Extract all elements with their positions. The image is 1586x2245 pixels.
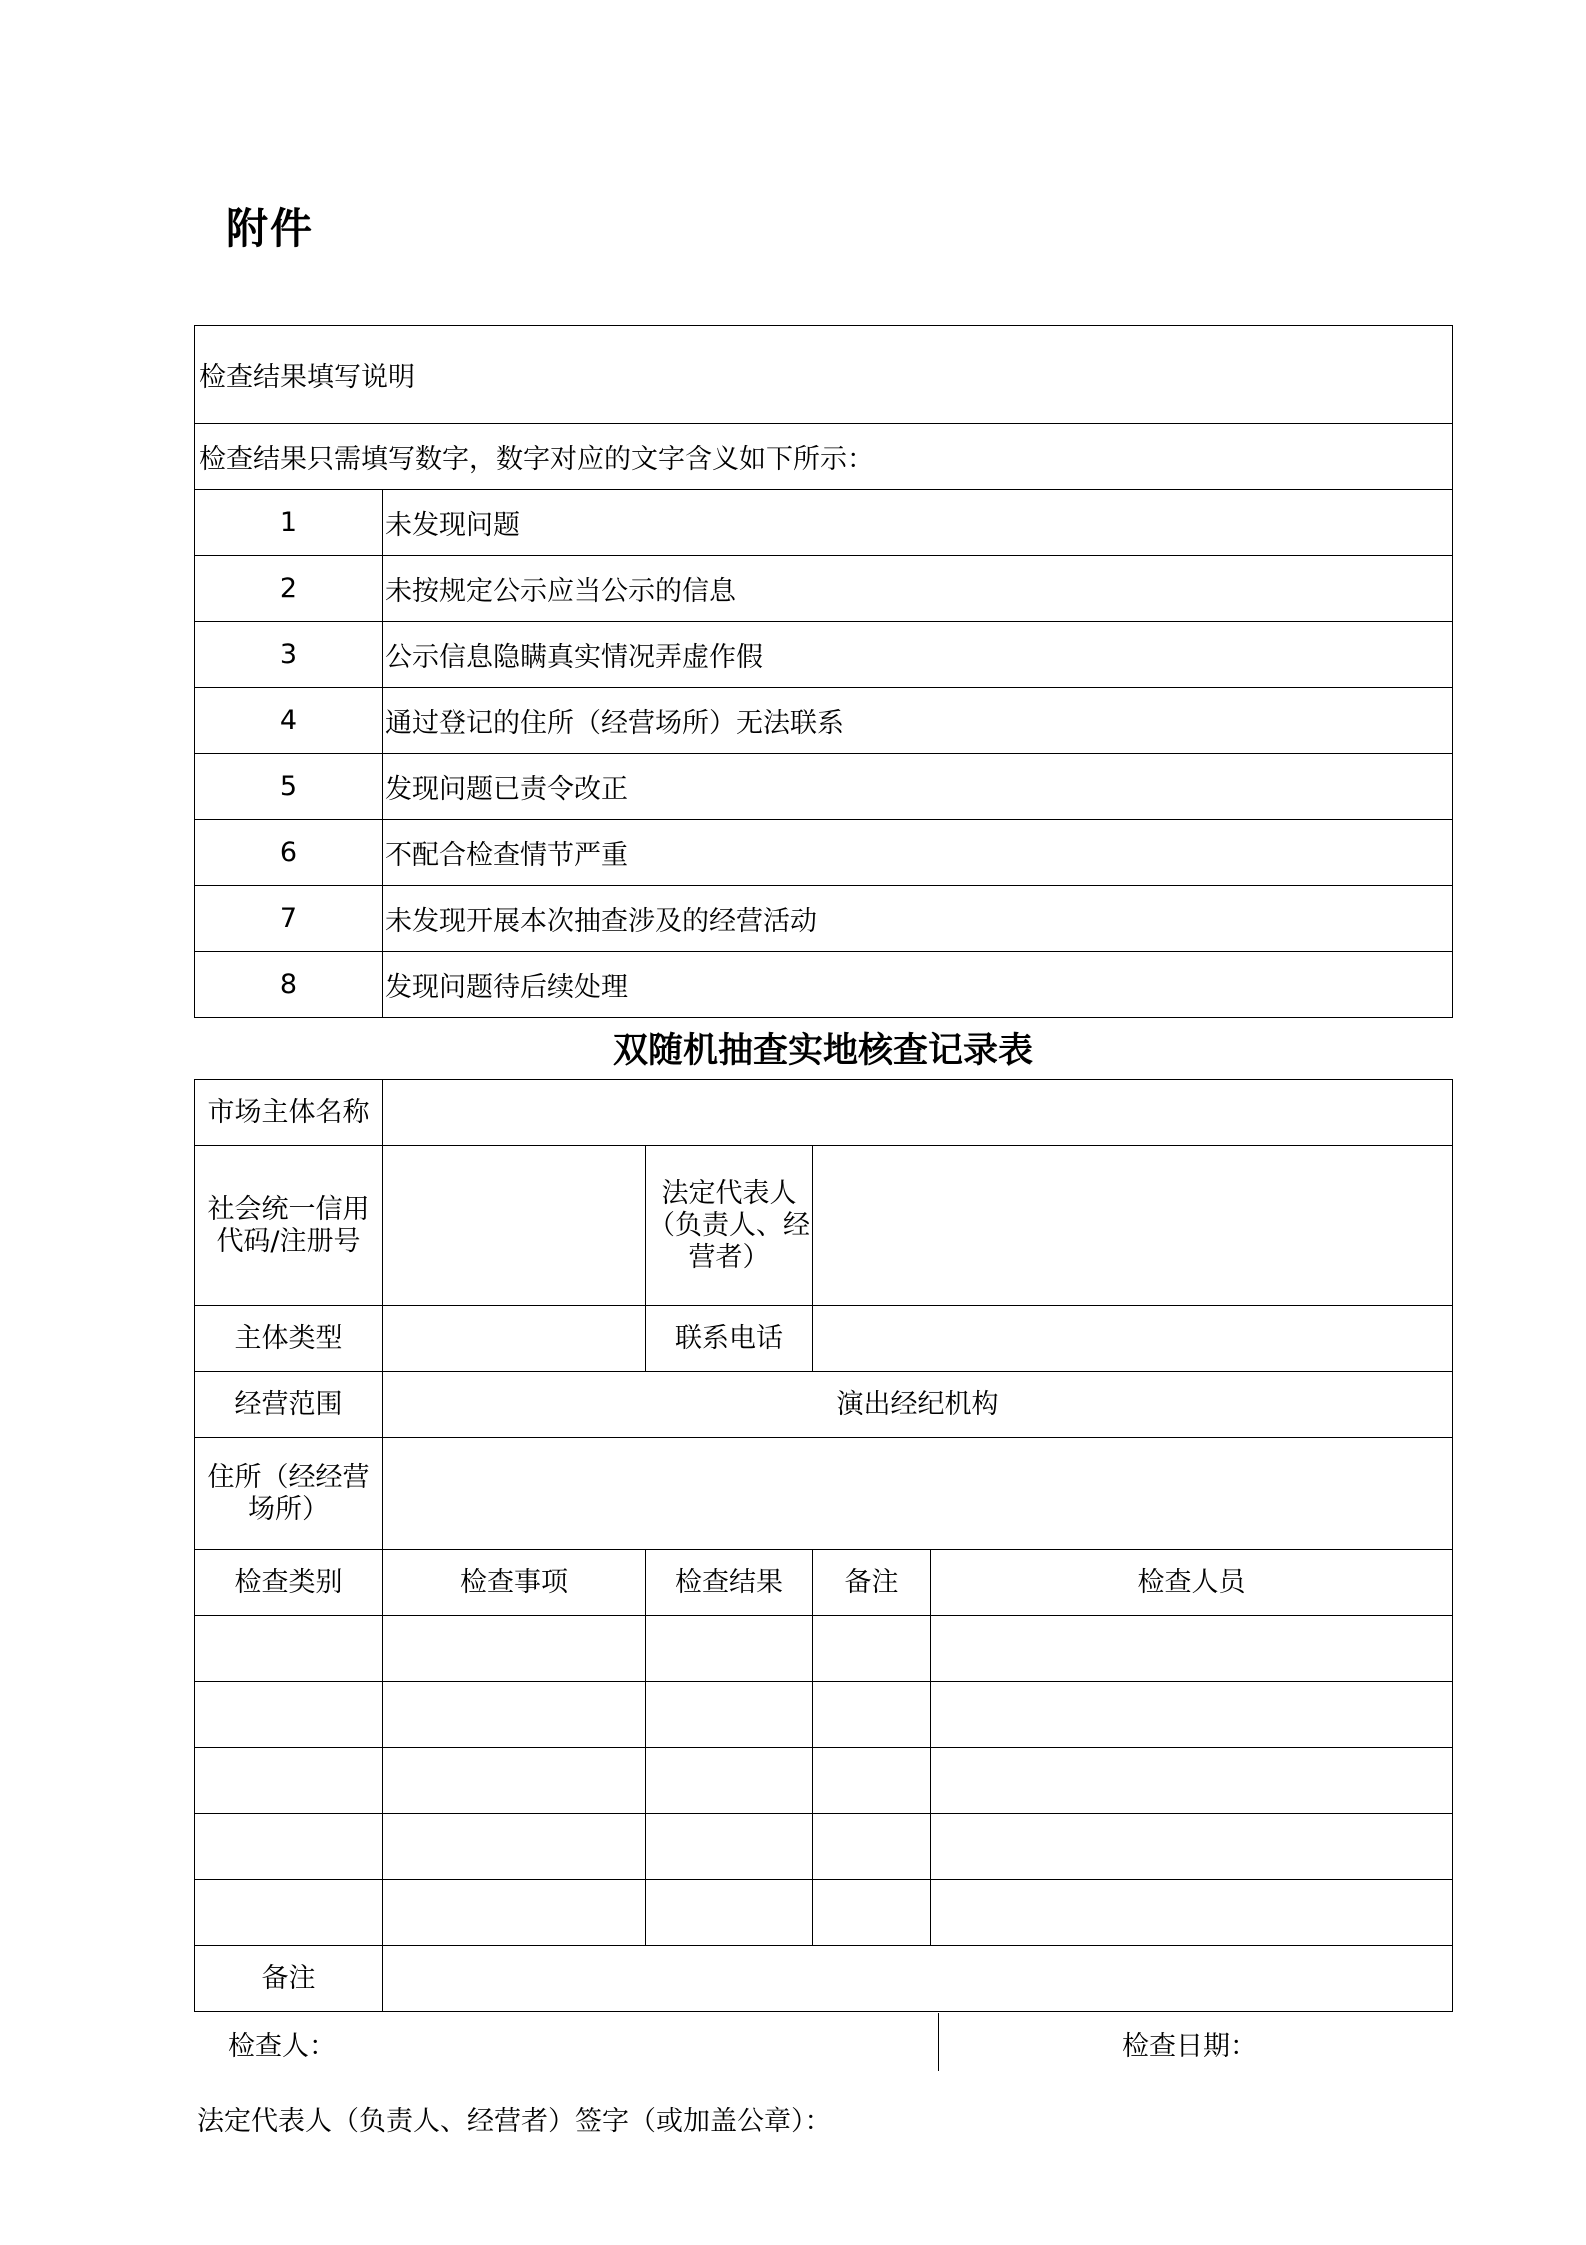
- item-cell[interactable]: [383, 1748, 646, 1814]
- legend-number: 1: [195, 490, 383, 556]
- item-cell[interactable]: [383, 1880, 646, 1946]
- legend-text: 不配合检查情节严重: [383, 820, 1453, 886]
- scope-label: 经营范围: [195, 1372, 383, 1438]
- form-title: 双随机抽查实地核查记录表: [612, 1030, 1033, 1071]
- credit-code-field[interactable]: [383, 1146, 646, 1306]
- legend-number: 3: [195, 622, 383, 688]
- legend-text: 发现问题待后续处理: [383, 952, 1453, 1018]
- legend-text: 发现问题已责令改正: [383, 754, 1453, 820]
- inspector-cell[interactable]: [931, 1814, 1453, 1880]
- category-cell[interactable]: [195, 1682, 383, 1748]
- footer-divider: [938, 2013, 939, 2071]
- col-category: 检查类别: [195, 1550, 383, 1616]
- note-cell[interactable]: [813, 1682, 931, 1748]
- col-item: 检查事项: [383, 1550, 646, 1616]
- legend-text: 未发现问题: [383, 490, 1453, 556]
- inspector-cell[interactable]: [931, 1616, 1453, 1682]
- address-label: 住所（经经营场所）: [195, 1438, 383, 1550]
- entity-type-label: 主体类型: [195, 1306, 383, 1372]
- table-row: [195, 1616, 1453, 1682]
- inspector-cell[interactable]: [931, 1682, 1453, 1748]
- remarks-field[interactable]: [383, 1946, 1453, 2012]
- legend-text: 公示信息隐瞒真实情况弄虚作假: [383, 622, 1453, 688]
- legend-number: 6: [195, 820, 383, 886]
- result-cell[interactable]: [646, 1814, 813, 1880]
- legend-row: [195, 556, 1453, 622]
- legend-heading: 检查结果填写说明: [195, 326, 1453, 424]
- category-cell[interactable]: [195, 1880, 383, 1946]
- entity-name-field[interactable]: [383, 1080, 1453, 1146]
- scope-value: 演出经纪机构: [383, 1372, 1453, 1438]
- entity-name-label: 市场主体名称: [195, 1080, 383, 1146]
- legend-row: [195, 490, 1453, 556]
- category-cell[interactable]: [195, 1814, 383, 1880]
- record-table: [194, 1079, 1453, 2012]
- legend-text: 未发现开展本次抽查涉及的经营活动: [383, 886, 1453, 952]
- table-row: [195, 1748, 1453, 1814]
- address-field[interactable]: [383, 1438, 1453, 1550]
- legal-rep-field[interactable]: [813, 1146, 1453, 1306]
- legend-row: [195, 754, 1453, 820]
- entity-type-field[interactable]: [383, 1306, 646, 1372]
- inspector-cell[interactable]: [931, 1880, 1453, 1946]
- phone-label: 联系电话: [646, 1306, 813, 1372]
- legal-rep-label: 法定代表人（负责人、经营者）: [646, 1146, 813, 1306]
- result-cell[interactable]: [646, 1880, 813, 1946]
- legend-text: 通过登记的住所（经营场所）无法联系: [383, 688, 1453, 754]
- col-note: 备注: [813, 1550, 931, 1616]
- note-cell[interactable]: [813, 1616, 931, 1682]
- signature-label: 法定代表人（负责人、经营者）签字（或加盖公章）：: [197, 2106, 832, 2137]
- legend-number: 2: [195, 556, 383, 622]
- item-cell[interactable]: [383, 1616, 646, 1682]
- note-cell[interactable]: [813, 1814, 931, 1880]
- legend-row: [195, 820, 1453, 886]
- legend-row: [195, 952, 1453, 1018]
- legend-intro: 检查结果只需填写数字，数字对应的文字含义如下所示：: [195, 424, 1453, 490]
- category-cell[interactable]: [195, 1748, 383, 1814]
- legend-number: 7: [195, 886, 383, 952]
- table-row: [195, 1682, 1453, 1748]
- inspector-label: 检查人：: [228, 2031, 336, 2062]
- legend-row: [195, 688, 1453, 754]
- legend-row: [195, 886, 1453, 952]
- note-cell[interactable]: [813, 1748, 931, 1814]
- legend-number: 8: [195, 952, 383, 1018]
- result-cell[interactable]: [646, 1748, 813, 1814]
- phone-field[interactable]: [813, 1306, 1453, 1372]
- legend-number: 4: [195, 688, 383, 754]
- legend-number: 5: [195, 754, 383, 820]
- inspection-date-label: 检查日期：: [1122, 2031, 1257, 2062]
- item-cell[interactable]: [383, 1682, 646, 1748]
- table-row: [195, 1814, 1453, 1880]
- legend-table: [194, 325, 1453, 1018]
- col-inspector: 检查人员: [931, 1550, 1453, 1616]
- table-row: [195, 1880, 1453, 1946]
- col-result: 检查结果: [646, 1550, 813, 1616]
- category-cell[interactable]: [195, 1616, 383, 1682]
- legend-text: 未按规定公示应当公示的信息: [383, 556, 1453, 622]
- result-cell[interactable]: [646, 1682, 813, 1748]
- credit-code-label: 社会统一信用代码/注册号: [195, 1146, 383, 1306]
- remarks-label: 备注: [195, 1946, 383, 2012]
- item-cell[interactable]: [383, 1814, 646, 1880]
- attachment-label: 附件: [226, 204, 315, 253]
- note-cell[interactable]: [813, 1880, 931, 1946]
- result-cell[interactable]: [646, 1616, 813, 1682]
- legend-row: [195, 622, 1453, 688]
- inspector-cell[interactable]: [931, 1748, 1453, 1814]
